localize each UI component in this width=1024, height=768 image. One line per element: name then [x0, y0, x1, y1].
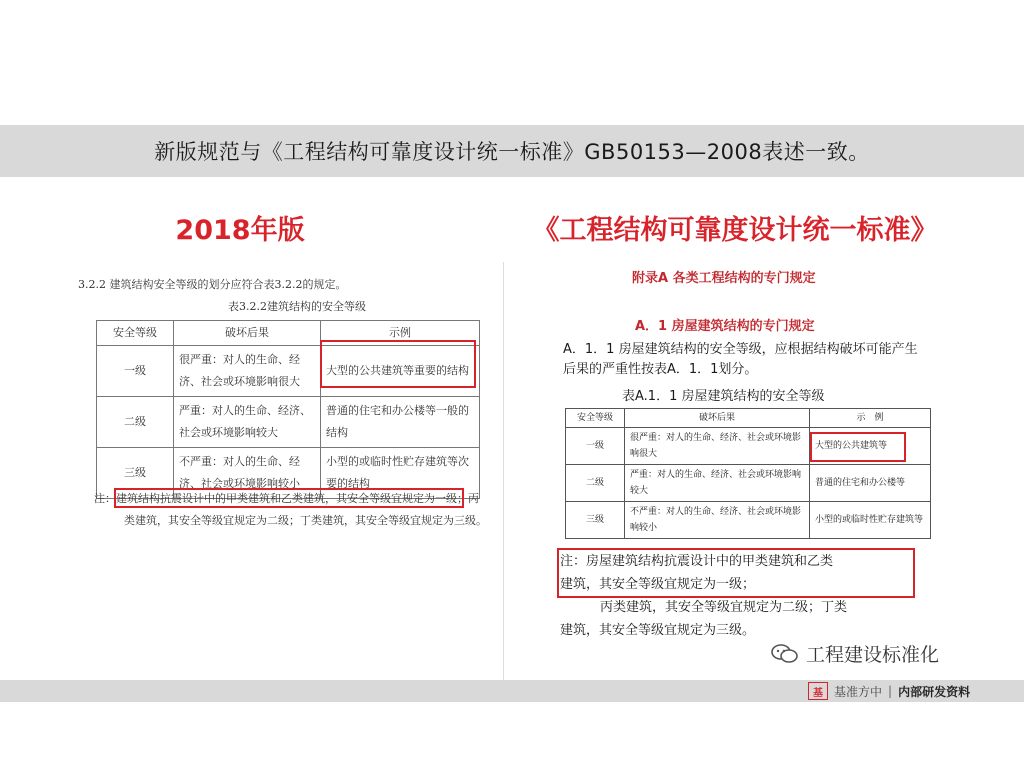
- brand-name: 基准方中: [834, 684, 883, 699]
- header-level: 安全等级: [566, 409, 625, 428]
- note-text: 丙: [468, 492, 479, 505]
- consequence-cell: 不严重：对人的生命、经济、社会或环境影响较小: [174, 448, 321, 499]
- header-example: 示例: [321, 321, 480, 346]
- note-line-1: 注：房屋建筑结构抗震设计中的甲类建筑和乙类: [560, 554, 834, 569]
- header-level: 安全等级: [97, 321, 174, 346]
- consequence-cell: 很严重：对人的生命、经济、社会或环境影响很大: [174, 346, 321, 397]
- table-row: [566, 465, 931, 502]
- note-line-2: 类建筑，其安全等级宜规定为二级；丁类建筑，其安全等级宜规定为三级。: [124, 514, 487, 527]
- footer-separator: |: [888, 684, 893, 698]
- left-table-caption: 表3.2.2建筑结构的安全等级: [228, 300, 366, 313]
- level-cell: 二级: [97, 397, 174, 448]
- note-line-3: 丙类建筑，其安全等级宜规定为二级；丁类: [600, 600, 848, 615]
- example-cell: 大型的公共建筑等: [810, 428, 931, 465]
- table-row: [97, 346, 480, 397]
- appendix-title: 附录A 各类工程结构的专门规定: [632, 271, 816, 286]
- example-cell: 普通的住宅和办公楼等: [810, 465, 931, 502]
- level-cell: 三级: [566, 502, 625, 539]
- note-highlighted-text: 建筑结构抗震设计中的甲类建筑和乙类建筑，其安全等级宜规定为一级；: [116, 492, 468, 505]
- table-row: [566, 428, 931, 465]
- column-divider: [503, 262, 504, 682]
- example-cell: 小型的或临时性贮存建筑等次要的结构: [321, 448, 480, 499]
- example-cell: 普通的住宅和办公楼等一般的结构: [321, 397, 480, 448]
- note-prefix: 注：: [94, 492, 116, 505]
- level-cell: 一级: [566, 428, 625, 465]
- wechat-icon: [770, 643, 800, 665]
- right-note: [560, 550, 920, 642]
- left-safety-table: [96, 320, 480, 499]
- right-heading: 《工程结构可靠度设计统一标准》: [532, 215, 938, 246]
- consequence-cell: 严重：对人的生命、经济、社会或环境影响较大: [625, 465, 810, 502]
- table-header-row: [97, 321, 480, 346]
- right-safety-table: [565, 408, 931, 539]
- consequence-cell: 不严重：对人的生命、经济、社会或环境影响较小: [625, 502, 810, 539]
- example-cell: 大型的公共建筑等重要的结构: [321, 346, 480, 397]
- watermark-text: 工程建设标准化: [806, 644, 940, 666]
- table-row: [97, 397, 480, 448]
- clause-paragraph: A．1．1 房屋建筑结构的安全等级，应根据结构破坏可能产生后果的严重性按表A．1．1划分。: [563, 342, 918, 377]
- header-consequence: 破坏后果: [625, 409, 810, 428]
- brand-logo: 基: [808, 682, 828, 700]
- right-table-caption: 表A.1．1 房屋建筑结构的安全等级: [622, 389, 825, 404]
- note-line-4: 建筑，其安全等级宜规定为三级。: [560, 623, 756, 638]
- slide-title: 新版规范与《工程结构可靠度设计统一标准》GB50153—2008表述一致。: [154, 140, 870, 164]
- level-cell: 一级: [97, 346, 174, 397]
- section-title: A．1 房屋建筑结构的专门规定: [635, 319, 815, 334]
- level-cell: 三级: [97, 448, 174, 499]
- left-clause: 3.2.2 建筑结构安全等级的划分应符合表3.2.2的规定。: [78, 278, 347, 291]
- title-band: [0, 125, 1024, 177]
- left-heading: 2018年版: [175, 215, 305, 246]
- level-cell: 二级: [566, 465, 625, 502]
- header-consequence: 破坏后果: [174, 321, 321, 346]
- consequence-cell: 很严重：对人的生命、经济、社会或环境影响很大: [625, 428, 810, 465]
- internal-label: 内部研发资料: [898, 684, 971, 699]
- header-example: 示 例: [810, 409, 931, 428]
- example-cell: 小型的或临时性贮存建筑等: [810, 502, 931, 539]
- table-row: [566, 502, 931, 539]
- left-note: [94, 488, 487, 532]
- consequence-cell: 严重：对人的生命、经济、社会或环境影响较大: [174, 397, 321, 448]
- table-header-row: [566, 409, 931, 428]
- footer-brand: [790, 680, 1024, 702]
- note-line-2: 建筑，其安全等级宜规定为一级；: [560, 577, 756, 592]
- watermark: [770, 640, 939, 667]
